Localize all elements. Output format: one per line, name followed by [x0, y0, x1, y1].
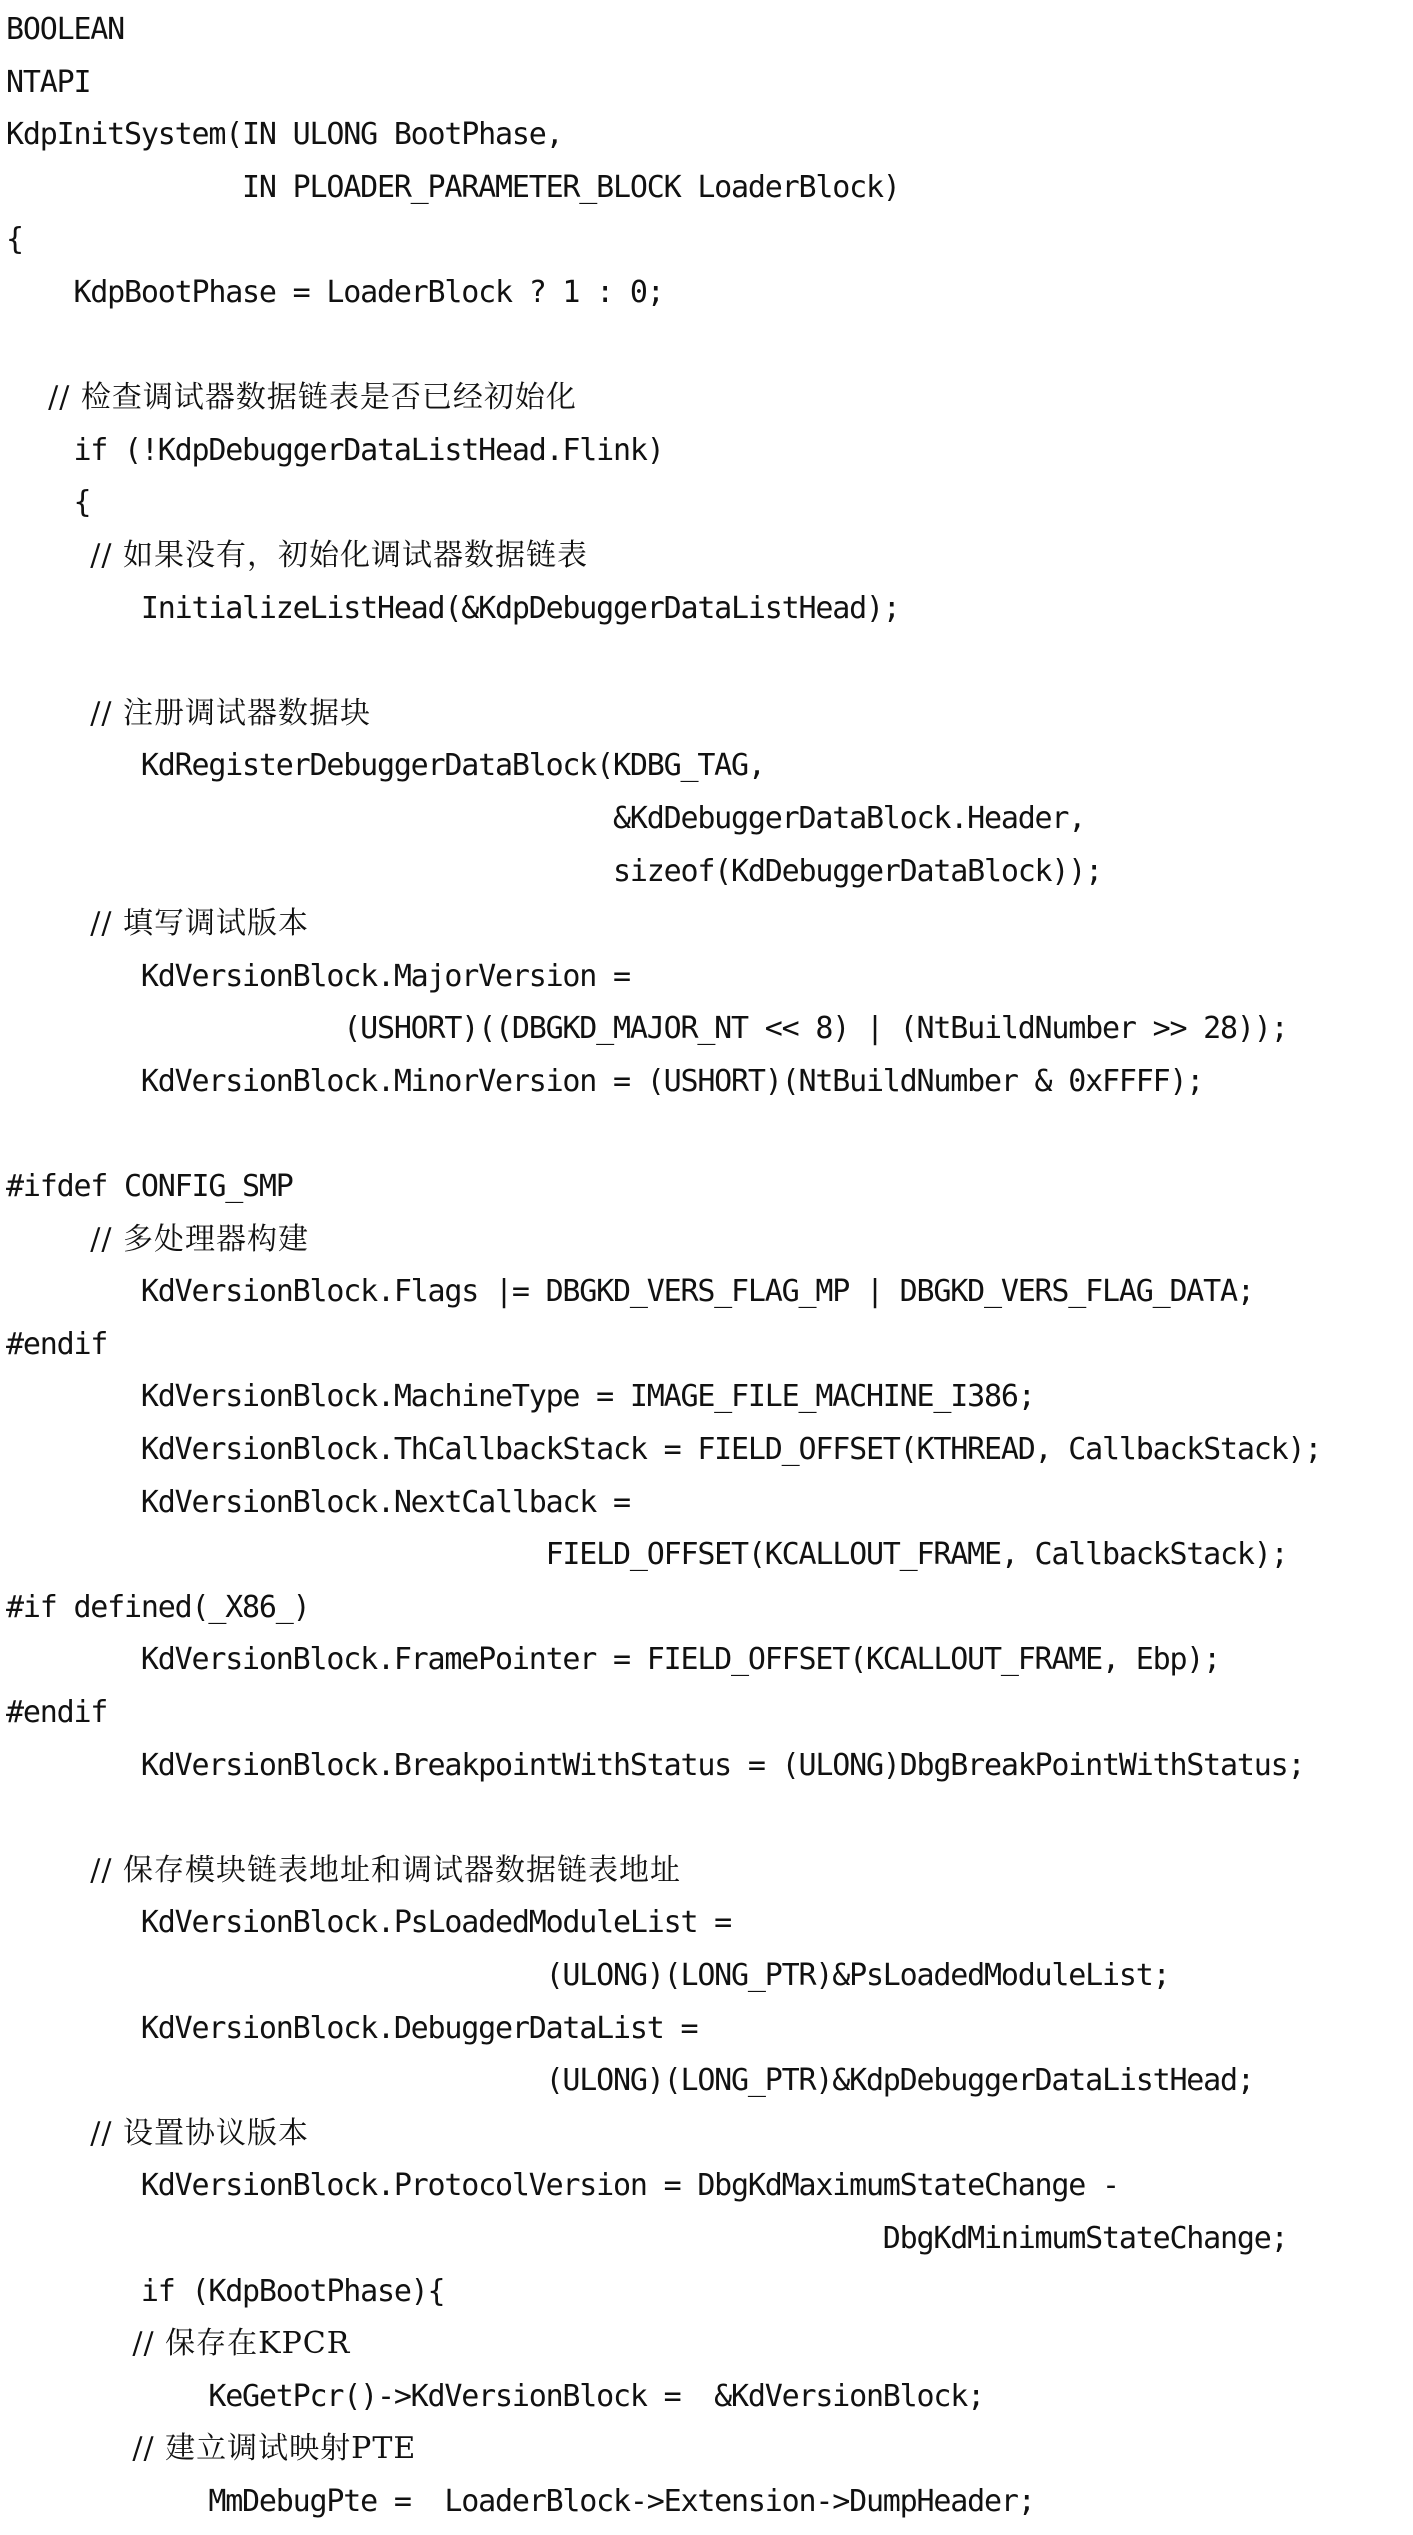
code-comment: // 建立调试映射PTE — [6, 2431, 417, 2467]
code-line: KeGetPcr()->KdVersionBlock = &KdVersionBlock; — [6, 2378, 984, 2414]
code-comment: // 多处理器构建 — [6, 1221, 310, 1257]
code-line: KdVersionBlock.PsLoadedModuleList = — [6, 1905, 732, 1941]
code-line: #if defined(_X86_) — [6, 1589, 310, 1625]
code-line: { — [6, 485, 91, 521]
code-comment: // 注册调试器数据块 — [6, 695, 372, 731]
code-line: KdpBootPhase = LoaderBlock ? 1 : 0; — [6, 274, 664, 310]
code-comment: // 填写调试版本 — [6, 906, 310, 942]
code-line: KdVersionBlock.DebuggerDataList = — [6, 2010, 698, 2046]
code-line: BOOLEAN — [6, 12, 125, 47]
code-line: KdVersionBlock.Flags |= DBGKD_VERS_FLAG_MP | DBGKD_VERS_FLAG_DATA; — [6, 1274, 1254, 1310]
code-line: &KdDebuggerDataBlock.Header, — [6, 800, 1086, 836]
code-line: KdpInitSystem(IN ULONG BootPhase, — [6, 117, 563, 153]
code-comment: // 设置协议版本 — [6, 2115, 310, 2151]
code-line: KdVersionBlock.ThCallbackStack = FIELD_OFFSET(KTHREAD, CallbackStack); — [6, 1432, 1322, 1468]
code-line: DbgKdMinimumStateChange; — [6, 2220, 1288, 2256]
code-line: KdVersionBlock.ProtocolVersion = DbgKdMaximumStateChange - — [6, 2168, 1119, 2204]
code-line: KdVersionBlock.FramePointer = FIELD_OFFSET(KCALLOUT_FRAME, Ebp); — [6, 1642, 1221, 1678]
code-line: #endif — [6, 1326, 108, 1362]
code-line: if (KdpBootPhase){ — [6, 2273, 445, 2309]
code-line: (ULONG)(LONG_PTR)&KdpDebuggerDataListHead; — [6, 2063, 1254, 2099]
code-comment: // 保存模块链表地址和调试器数据链表地址 — [6, 1852, 682, 1888]
code-line: if (!KdpDebuggerDataListHead.Flink) — [6, 432, 664, 468]
code-line: (ULONG)(LONG_PTR)&PsLoadedModuleList; — [6, 1957, 1170, 1993]
code-line: KdVersionBlock.MachineType = IMAGE_FILE_MACHINE_I386; — [6, 1379, 1035, 1415]
code-line: FIELD_OFFSET(KCALLOUT_FRAME, CallbackStack); — [6, 1537, 1288, 1573]
code-line: KdVersionBlock.MajorVersion = — [6, 958, 630, 994]
code-line: (USHORT)((DBGKD_MAJOR_NT << 8) | (NtBuildNumber >> 28)); — [6, 1011, 1288, 1047]
code-line: { — [6, 222, 23, 258]
code-line: NTAPI — [6, 64, 91, 100]
code-comment: // 检查调试器数据链表是否已经初始化 — [6, 380, 577, 416]
code-line: MmDebugPte = LoaderBlock->Extension->DumpHeader; — [6, 2483, 1035, 2519]
code-comment: // 如果没有，初始化调试器数据链表 — [6, 537, 589, 573]
code-line: IN PLOADER_PARAMETER_BLOCK LoaderBlock) — [6, 169, 900, 205]
code-line: KdRegisterDebuggerDataBlock(KDBG_TAG, — [6, 748, 765, 784]
code-line — [0, 635, 1413, 688]
code-line — [0, 1792, 1413, 1845]
code-line — [0, 320, 1413, 373]
code-line: sizeof(KdDebuggerDataBlock)); — [6, 853, 1102, 889]
code-line — [0, 1108, 1413, 1161]
code-line: #endif — [6, 1695, 108, 1730]
code-line: #ifdef CONFIG_SMP — [6, 1169, 293, 1205]
code-line: KdVersionBlock.BreakpointWithStatus = (ULONG)DbgBreakPointWithStatus; — [6, 1747, 1305, 1783]
code-line: KdVersionBlock.NextCallback = — [6, 1484, 630, 1520]
code-comment: // 保存在KPCR — [6, 2326, 351, 2362]
code-line: KdVersionBlock.MinorVersion = (USHORT)(NtBuildNumber & 0xFFFF); — [6, 1063, 1204, 1099]
code-line: InitializeListHead(&KdpDebuggerDataListHead); — [6, 590, 900, 626]
